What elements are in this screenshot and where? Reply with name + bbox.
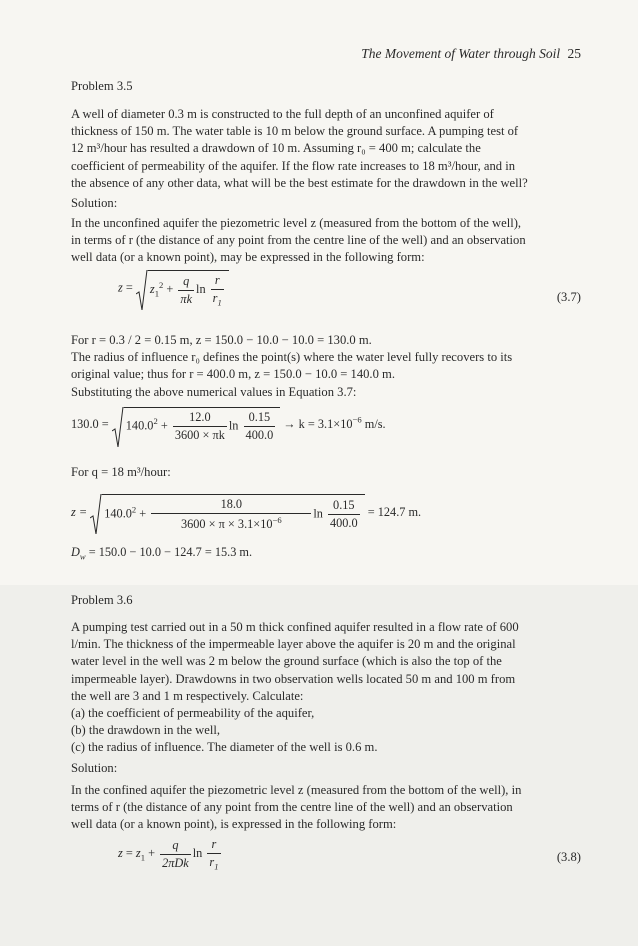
text-line: coefficient of permeability of the aquifer. If the flow rate increases to 18 m³/hour, and in	[71, 158, 516, 173]
text-line: Substituting the above numerical values in Equation 3.7:	[71, 384, 357, 399]
eq-numerator: 18.0	[151, 497, 311, 514]
eq-denominator: 400.0	[245, 428, 274, 442]
problem-3-6-intro	[71, 782, 581, 834]
equation-number: (3.7)	[556, 290, 581, 304]
text-line: In the confined aquifer the piezometric level z (measured from the bottom of the well), in	[71, 783, 522, 797]
text-line: The radius of influence r₀ defines the point(s) where the water level fully recovers to its	[71, 350, 513, 365]
solution-label: Solution:	[71, 196, 118, 210]
problem-3-5-title: Problem 3.5	[71, 79, 133, 93]
square-root: $140.0^2$ + $\frac{12.0}{3600 \times \pi k}$ ln $\frac{0.15}{400.0}$	[112, 407, 280, 443]
eq-numerator: 0.15	[244, 410, 276, 427]
eq-lhs: 130.0 =	[71, 416, 109, 431]
equation-3-7: z = $z_1^2$ + $\frac{q}{\pi k}$ ln $\frac{r}{r_1}$	[118, 270, 229, 307]
eq-term: 140.0	[104, 506, 132, 521]
running-header	[361, 46, 581, 62]
eq-denominator: 400.0	[329, 516, 358, 531]
list-item: (c) the radius of influence. The diameter of the well is 0.6 m.	[71, 740, 378, 755]
list-item: (a) the coefficient of permeability of the aquifer,	[71, 706, 315, 721]
problem-3-5-statement	[71, 106, 581, 192]
for-q-line: For q = 18 m³/hour:	[71, 465, 171, 479]
eq-denominator: 3600 × π × 3.1×10	[180, 517, 273, 532]
text-line: water level in the well was 2 m below the ground surface (which is also the top of the	[71, 654, 502, 669]
eq-result: → k = 3.1×10	[283, 416, 353, 431]
equation-number: (3.8)	[556, 850, 581, 864]
problem-3-5-intro	[71, 215, 581, 267]
list-item: (b) the drawdown in the well,	[71, 723, 220, 738]
text-line: A well of diameter 0.3 m is constructed to the full depth of an unconfined aquifer of	[71, 107, 494, 121]
eq-result: = 124.7 m.	[367, 504, 422, 519]
eq-term: 140.0	[125, 418, 154, 433]
text-line: impermeable layer). Drawdowns in two observation wells located 50 m and 100 m from	[71, 671, 516, 686]
eq-numerator: 0.15	[328, 498, 360, 515]
equation-k	[71, 407, 386, 443]
equation-dw: $D_w = 150.0 - 10.0 - 124.7 = 15.3$ m.	[71, 545, 253, 562]
square-root: $140.0^2$ + $\frac{18.0}{3600 \times \pi \times 3.1\times 10^{-6}}$ ln $\frac{0.15}{400.0}$	[90, 494, 364, 532]
equation-drawdown	[71, 494, 421, 532]
text-line: well data (or a known point), may be expressed in the following form:	[71, 250, 425, 265]
problem-3-6-statement	[71, 619, 581, 757]
page-number: 25	[567, 46, 581, 61]
eq-exponent: −6	[272, 515, 282, 525]
problem-3-6-title: Problem 3.6	[71, 593, 133, 607]
text-line: l/min. The thickness of the impermeable layer above the aquifer is 20 m and the original	[71, 637, 516, 652]
eq-ln: ln	[228, 418, 239, 433]
equation-3-8: $z = z_1$ + $\frac{q}{\text{2πDk}}$ ln $\frac{r}{r_1}$	[118, 837, 219, 872]
eq-exponent: −6	[352, 414, 362, 425]
eq-denominator: 3600 × πk	[174, 428, 225, 442]
text-line: For r = 0.3 / 2 = 0.15 m, z = 150.0 − 10.0 − 10.0 = 130.0 m.	[71, 333, 372, 347]
text-line: A pumping test carried out in a 50 m thick confined aquifer resulted in a flow rate of 600	[71, 620, 519, 634]
eq-numerator: 12.0	[173, 410, 227, 427]
text-line: well data (or a known point), is expressed in the following form:	[71, 817, 397, 832]
problem-3-5-derivation	[71, 332, 581, 401]
eq-unit: m/s.	[364, 416, 386, 431]
text-line: original value; thus for r = 400.0 m, z = 150.0 − 10.0 = 140.0 m.	[71, 367, 395, 382]
solution-label: Solution:	[71, 761, 118, 775]
text-line: in terms of r (the distance of any point from the centre line of the well) and an observation	[71, 233, 526, 248]
text-line: the absence of any other data, what will be the best estimate for the drawdown in the well?	[71, 175, 528, 190]
text-line: 12 m³/hour has resulted a drawdown of 10 m. Assuming r₀ = 400 m; calculate the	[71, 141, 481, 156]
square-root: $z_1^2$ + $\frac{q}{\pi k}$ ln $\frac{r}{r_1}$	[136, 270, 229, 307]
text-line: thickness of 150 m. The water table is 10 m below the ground surface. A pumping test of	[71, 124, 519, 139]
eq-ln: ln	[313, 506, 323, 521]
text-line: In the unconfined aquifer the piezometric level z (measured from the bottom of the well),	[71, 216, 522, 230]
eq-dw-value: = 150.0 − 10.0 − 124.7 = 15.3 m.	[88, 545, 253, 559]
text-line: terms of r (the distance of any point from the centre line of the well) and an observation	[71, 800, 513, 815]
header-title: The Movement of Water through Soil	[361, 46, 561, 61]
eq-lhs: z =	[71, 504, 88, 519]
text-line: the well are 3 and 1 m respectively. Calculate:	[71, 688, 304, 703]
